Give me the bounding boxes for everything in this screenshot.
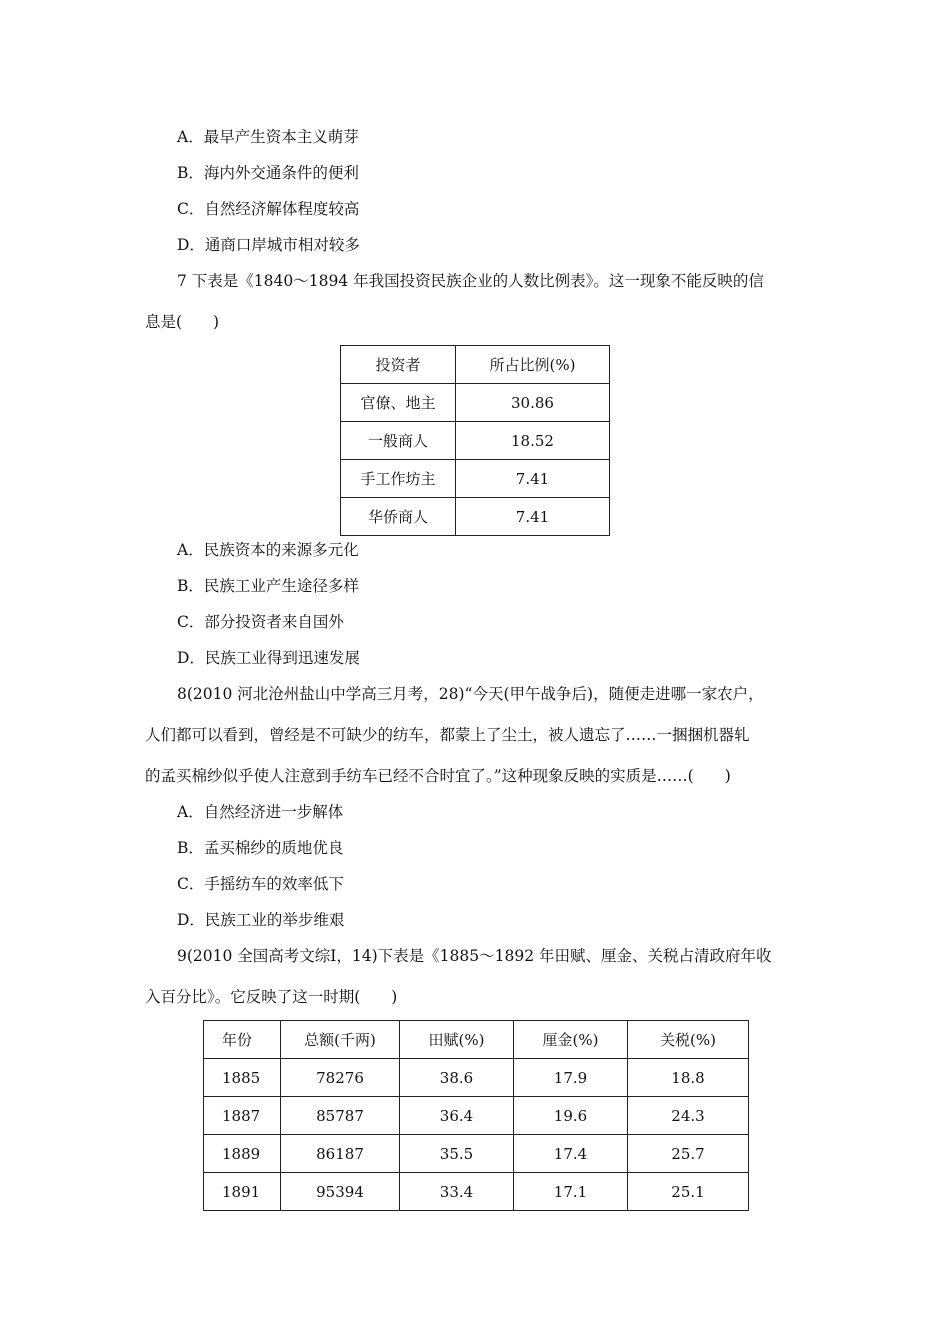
table-cell: 33.4 bbox=[400, 1173, 514, 1211]
table-row bbox=[341, 422, 610, 460]
table-cell: 1889 bbox=[204, 1135, 281, 1173]
table-cell: 手工作坊主 bbox=[341, 460, 456, 498]
table-row bbox=[341, 498, 610, 536]
q6-option-d: D．通商口岸城市相对较多 bbox=[177, 236, 360, 254]
q8-option-d: D．民族工业的举步维艰 bbox=[177, 911, 345, 929]
table-header-cell: 关税(%) bbox=[628, 1021, 749, 1059]
table-cell: 17.1 bbox=[514, 1173, 628, 1211]
q7-option-a: A．民族资本的来源多元化 bbox=[177, 541, 359, 559]
q8-stem-line2: 人们都可以看到，曾经是不可缺少的纺车，都蒙上了尘土，被人遗忘了……一捆捆机器轧 bbox=[145, 726, 750, 744]
q8-option-a: A．自然经济进一步解体 bbox=[177, 803, 344, 821]
table-row bbox=[204, 1097, 749, 1135]
table-header-row bbox=[341, 346, 610, 384]
table-header-cell: 年份 bbox=[204, 1021, 281, 1059]
q8-option-b: B．孟买棉纱的质地优良 bbox=[177, 839, 344, 857]
q7-option-d: D．民族工业得到迅速发展 bbox=[177, 649, 360, 667]
q9-stem-line1: 9(2010 全国高考文综Ⅰ，14)下表是《1885～1892 年田赋、厘金、关税占清政府年收 bbox=[177, 947, 772, 965]
table-header-cell: 所占比例(%) bbox=[456, 346, 610, 384]
q7-option-b: B．民族工业产生途径多样 bbox=[177, 577, 359, 595]
table-cell: 1891 bbox=[204, 1173, 281, 1211]
table-cell: 24.3 bbox=[628, 1097, 749, 1135]
q7-table bbox=[340, 345, 610, 536]
table-header-cell: 田赋(%) bbox=[400, 1021, 514, 1059]
table-cell: 19.6 bbox=[514, 1097, 628, 1135]
q9-stem-line2: 入百分比》。它反映了这一时期( ) bbox=[145, 988, 398, 1006]
table-cell: 25.1 bbox=[628, 1173, 749, 1211]
table-cell: 7.41 bbox=[456, 498, 610, 536]
table-header-cell: 投资者 bbox=[341, 346, 456, 384]
table-cell: 1885 bbox=[204, 1059, 281, 1097]
table-cell: 36.4 bbox=[400, 1097, 514, 1135]
q7-stem-line2: 息是( ) bbox=[145, 313, 220, 331]
table-header-row bbox=[204, 1021, 749, 1059]
table-cell: 18.8 bbox=[628, 1059, 749, 1097]
q9-table bbox=[203, 1020, 749, 1211]
table-row bbox=[341, 384, 610, 422]
table-cell: 85787 bbox=[281, 1097, 400, 1135]
table-cell: 17.9 bbox=[514, 1059, 628, 1097]
table-cell: 86187 bbox=[281, 1135, 400, 1173]
table-cell: 35.5 bbox=[400, 1135, 514, 1173]
table-cell: 30.86 bbox=[456, 384, 610, 422]
table-row bbox=[341, 460, 610, 498]
table-row bbox=[204, 1059, 749, 1097]
q7-option-c: C．部分投资者来自国外 bbox=[177, 613, 344, 631]
table-cell: 38.6 bbox=[400, 1059, 514, 1097]
table-cell: 1887 bbox=[204, 1097, 281, 1135]
table-cell: 18.52 bbox=[456, 422, 610, 460]
table-cell: 7.41 bbox=[456, 460, 610, 498]
table-row bbox=[204, 1135, 749, 1173]
table-cell: 25.7 bbox=[628, 1135, 749, 1173]
table-cell: 17.4 bbox=[514, 1135, 628, 1173]
table-header-cell: 厘金(%) bbox=[514, 1021, 628, 1059]
q6-option-c: C．自然经济解体程度较高 bbox=[177, 200, 360, 218]
q8-stem-line3: 的孟买棉纱似乎使人注意到手纺车已经不合时宜了。”这种现象反映的实质是……( ) bbox=[145, 767, 731, 785]
q7-stem-line1: 7 下表是《1840～1894 年我国投资民族企业的人数比例表》。这一现象不能反映的信 bbox=[177, 272, 764, 290]
q6-option-b: B．海内外交通条件的便利 bbox=[177, 164, 359, 182]
q6-option-a: A．最早产生资本主义萌芽 bbox=[177, 128, 359, 146]
table-header-cell: 总额(千两) bbox=[281, 1021, 400, 1059]
table-cell: 95394 bbox=[281, 1173, 400, 1211]
q8-stem-line1: 8(2010 河北沧州盐山中学高三月考，28)“今天(甲午战争后)，随便走进哪一家农户， bbox=[177, 685, 764, 703]
table-cell: 78276 bbox=[281, 1059, 400, 1097]
table-cell: 华侨商人 bbox=[341, 498, 456, 536]
table-row bbox=[204, 1173, 749, 1211]
table-cell: 官僚、地主 bbox=[341, 384, 456, 422]
table-cell: 一般商人 bbox=[341, 422, 456, 460]
q8-option-c: C．手摇纺车的效率低下 bbox=[177, 875, 344, 893]
